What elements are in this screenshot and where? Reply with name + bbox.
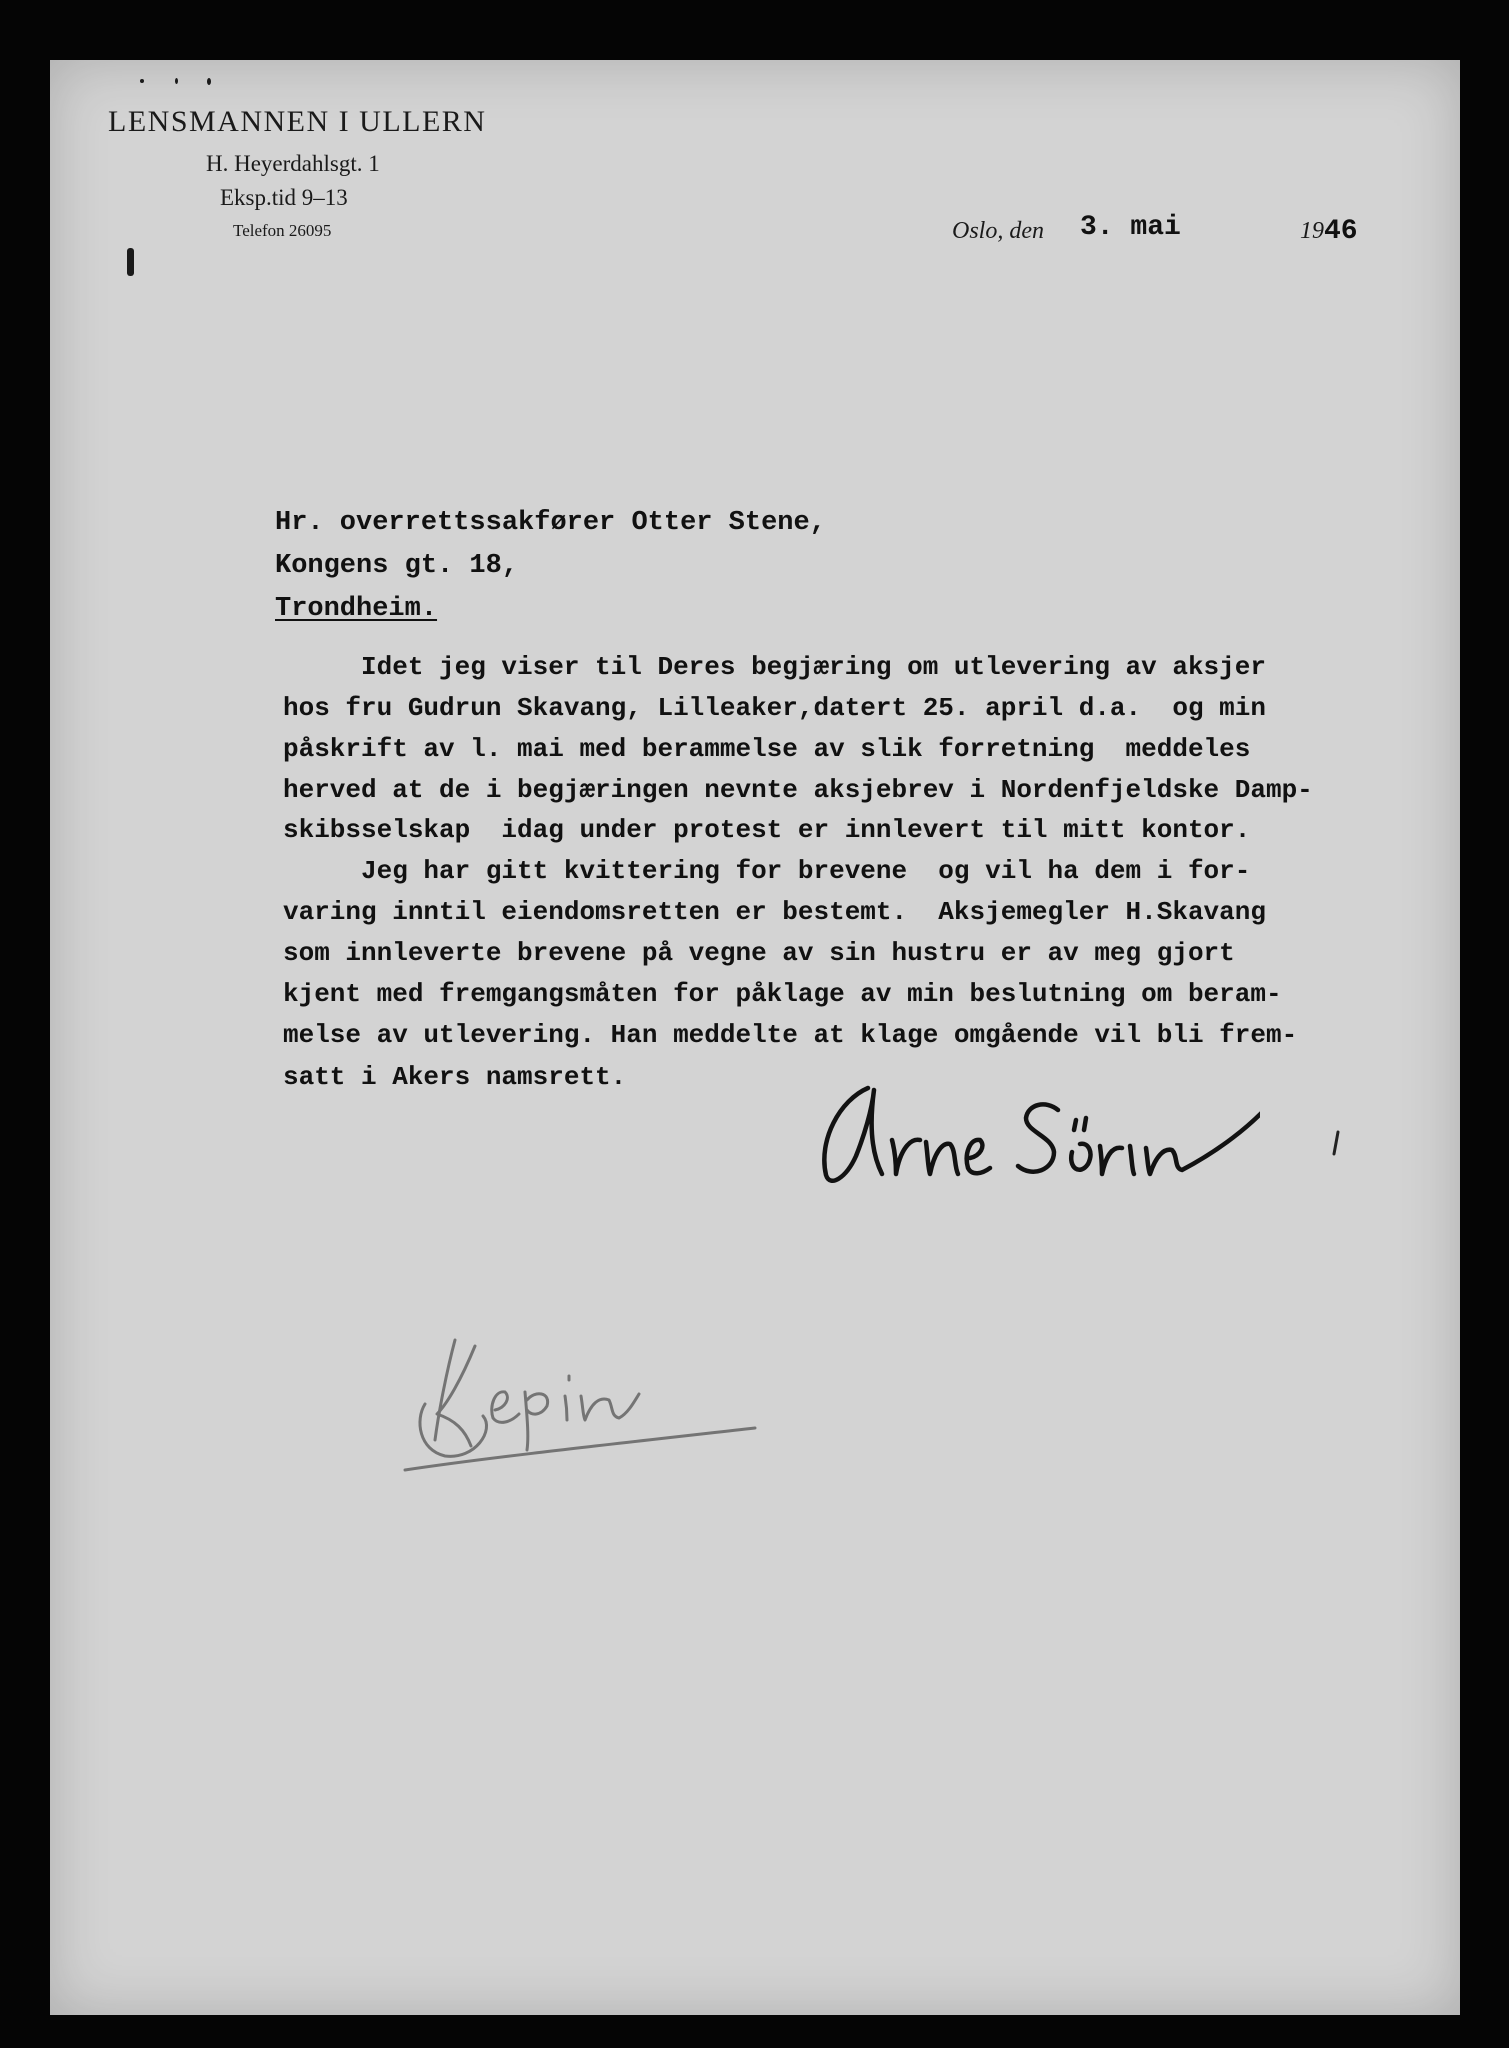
body-line: hos fru Gudrun Skavang, Lilleaker,datert 25. april d.a. og min: [283, 693, 1266, 723]
signature: [800, 1070, 1260, 1200]
body-line: påskrift av l. mai med berammelse av slik forretning meddeles: [283, 734, 1251, 764]
date-line: [952, 218, 1044, 245]
signature-tick: [1328, 1130, 1348, 1160]
body-line: herved at de i begjæringen nevnte aksjebrev i Nordenfjeldske Damp-: [283, 775, 1313, 805]
date-day-month-wrap: [1080, 212, 1181, 243]
pencil-initials: [395, 1320, 765, 1490]
recipient-line-2: Kongens gt. 18,: [275, 551, 519, 581]
body-line: kjent med fremgangsmåten for påklage av min beslutning om beram-: [283, 979, 1282, 1009]
body-line: som innleverte brevene på vegne av sin hustru er av meg gjort: [283, 938, 1235, 968]
date-year-suffix: 46: [1324, 216, 1358, 247]
recipient-line-1: Hr. overrettssakfører Otter Stene,: [275, 508, 826, 538]
letterhead-phone: Telefon 26095: [233, 221, 332, 240]
ink-speck: [140, 79, 144, 83]
date-day-month: 3. mai: [1080, 212, 1181, 243]
body-line: satt i Akers namsrett.: [283, 1062, 627, 1092]
ink-speck: [127, 248, 134, 276]
letterhead-hours: Eksp.tid 9–13: [220, 185, 348, 210]
ink-speck: [175, 78, 178, 84]
body-line: varing inntil eiendomsretten er bestemt. Aksjemegler H.Skavang: [283, 897, 1266, 927]
ink-speck: [207, 78, 211, 85]
body-line: Jeg har gitt kvittering for brevene og vil ha dem i for-: [283, 856, 1251, 886]
date-place-prefix: Oslo, den: [952, 218, 1044, 244]
letterhead-title: LENSMANNEN I ULLERN: [108, 105, 487, 138]
date-century: 19: [1300, 218, 1324, 244]
date-year-wrap: [1300, 216, 1358, 247]
body-line: skibsselskap idag under protest er innlevert til mitt kontor.: [283, 815, 1251, 845]
body-line: Idet jeg viser til Deres begjæring om utlevering av aksjer: [283, 652, 1266, 682]
letterhead-address: H. Heyerdahlsgt. 1: [206, 151, 380, 176]
recipient-line-3: Trondheim.: [275, 594, 438, 624]
body-line: melse av utlevering. Han meddelte at klage omgående vil bli frem-: [283, 1020, 1298, 1050]
